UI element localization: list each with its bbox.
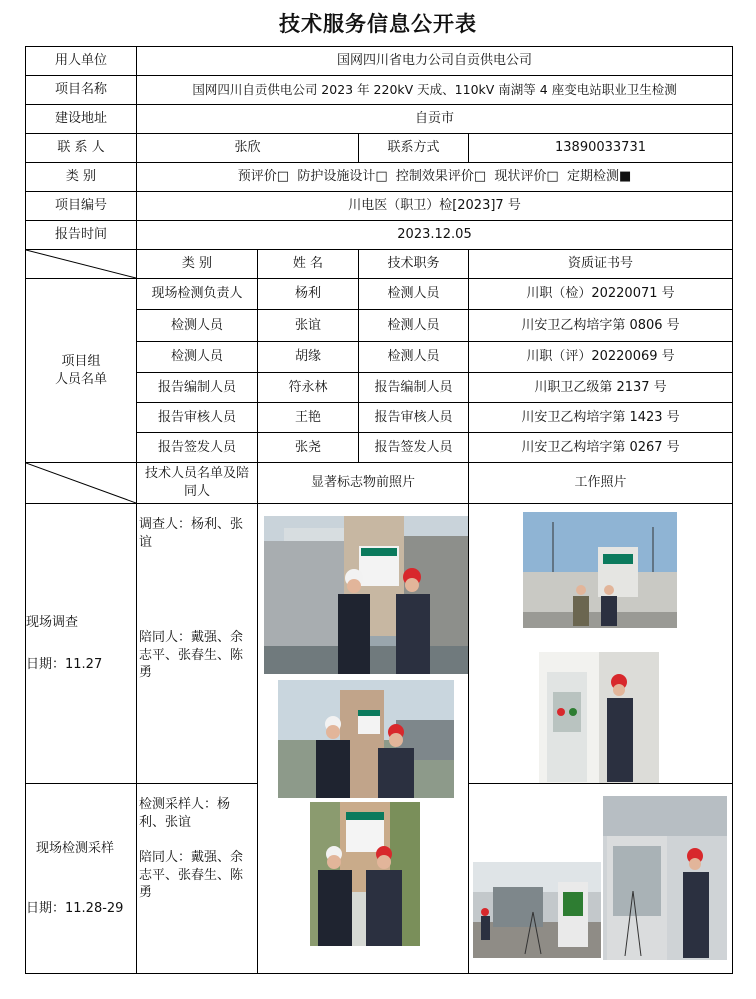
landmark-photo-3 [310, 802, 420, 946]
team-cert: 川职（检）20220071 号 [469, 279, 733, 310]
team-title: 报告编制人员 [359, 373, 469, 403]
team-name: 张谊 [258, 310, 359, 342]
team-role: 报告编制人员 [137, 373, 258, 403]
team-title: 报告签发人员 [359, 433, 469, 463]
number-value: 川电医（职卫）检[2023]7 号 [137, 192, 733, 221]
team-title: 检测人员 [359, 279, 469, 310]
phone-label: 联系方式 [359, 134, 469, 163]
survey-people-cell [137, 504, 258, 784]
team-role: 报告审核人员 [137, 403, 258, 433]
team-name: 杨利 [258, 279, 359, 310]
photos-header-staff: 技术人员名单及陪同人 [137, 463, 258, 504]
work-photo-2 [539, 652, 659, 784]
work-photo-4 [603, 796, 727, 960]
survey-title: 现场调查 [26, 614, 79, 630]
survey-date: 日期：11.27 [26, 656, 103, 672]
unit-label: 用人单位 [26, 47, 137, 76]
team-header-name: 姓 名 [258, 250, 359, 279]
landmark-photo-2 [278, 680, 454, 798]
number-label: 项目编号 [26, 192, 137, 221]
survey-cell [26, 504, 137, 784]
type-label: 类 别 [26, 163, 137, 192]
team-name: 王艳 [258, 403, 359, 433]
team-title: 报告审核人员 [359, 403, 469, 433]
address-value: 自贡市 [137, 105, 733, 134]
team-name: 胡缘 [258, 342, 359, 373]
phone-value: 13890033731 [469, 134, 733, 163]
diagonal-cell [26, 250, 137, 279]
team-title: 检测人员 [359, 310, 469, 342]
sampling-date: 日期：11.28-29 [26, 900, 124, 916]
page-title: 技术服务信息公开表 [279, 11, 477, 36]
team-group-label: 项目组 人员名单 [26, 279, 137, 463]
type-value: 预评价□ 防护设施设计□ 控制效果评价□ 现状评价□ 定期检测■ [137, 163, 733, 192]
sampling-people-cell [137, 784, 258, 974]
contact-label: 联 系 人 [26, 134, 137, 163]
diagonal-cell [26, 463, 137, 504]
survey-companions: 陪同人：戴强、余志平、张春生、陈勇 [139, 630, 244, 681]
info-table [25, 46, 733, 974]
sampling-samplers: 检测采样人：杨利、张谊 [139, 797, 231, 830]
team-cert: 川安卫乙构培字第 1423 号 [469, 403, 733, 433]
project-value: 国网四川自贡供电公司 2023 年 220kV 天成、110kV 南湖等 4 座变电站职业卫生检测 [137, 76, 733, 105]
photos-header-landmark: 显著标志物前照片 [258, 463, 469, 504]
sampling-title: 现场检测采样 [36, 840, 115, 856]
photos-header-work: 工作照片 [469, 463, 733, 504]
work-photo-1 [523, 512, 677, 628]
team-cert: 川安卫乙构培字第 0806 号 [469, 310, 733, 342]
team-role: 检测人员 [137, 310, 258, 342]
team-header-cert: 资质证书号 [469, 250, 733, 279]
work-photo-3 [473, 862, 601, 958]
landmark-photos-cell [258, 504, 469, 974]
sampling-cell [26, 784, 137, 974]
team-role: 现场检测负责人 [137, 279, 258, 310]
address-label: 建设地址 [26, 105, 137, 134]
contact-value: 张欣 [137, 134, 359, 163]
work-photos-sampling-cell [469, 784, 733, 974]
team-name: 张尧 [258, 433, 359, 463]
survey-investigators: 调查人：杨利、张谊 [139, 517, 244, 550]
landmark-photo-1 [264, 516, 468, 674]
team-cert: 川安卫乙构培字第 0267 号 [469, 433, 733, 463]
team-title: 检测人员 [359, 342, 469, 373]
team-cert: 川职卫乙级第 2137 号 [469, 373, 733, 403]
unit-value: 国网四川省电力公司自贡供电公司 [137, 47, 733, 76]
team-role: 检测人员 [137, 342, 258, 373]
team-header-title: 技术职务 [359, 250, 469, 279]
work-photos-survey-cell [469, 504, 733, 784]
team-cert: 川职（评）20220069 号 [469, 342, 733, 373]
team-role: 报告签发人员 [137, 433, 258, 463]
project-label: 项目名称 [26, 76, 137, 105]
sampling-companions: 陪同人：戴强、余志平、张春生、陈勇 [139, 850, 244, 901]
date-value: 2023.12.05 [137, 221, 733, 250]
team-header-role: 类 别 [137, 250, 258, 279]
team-name: 符永林 [258, 373, 359, 403]
date-label: 报告时间 [26, 221, 137, 250]
